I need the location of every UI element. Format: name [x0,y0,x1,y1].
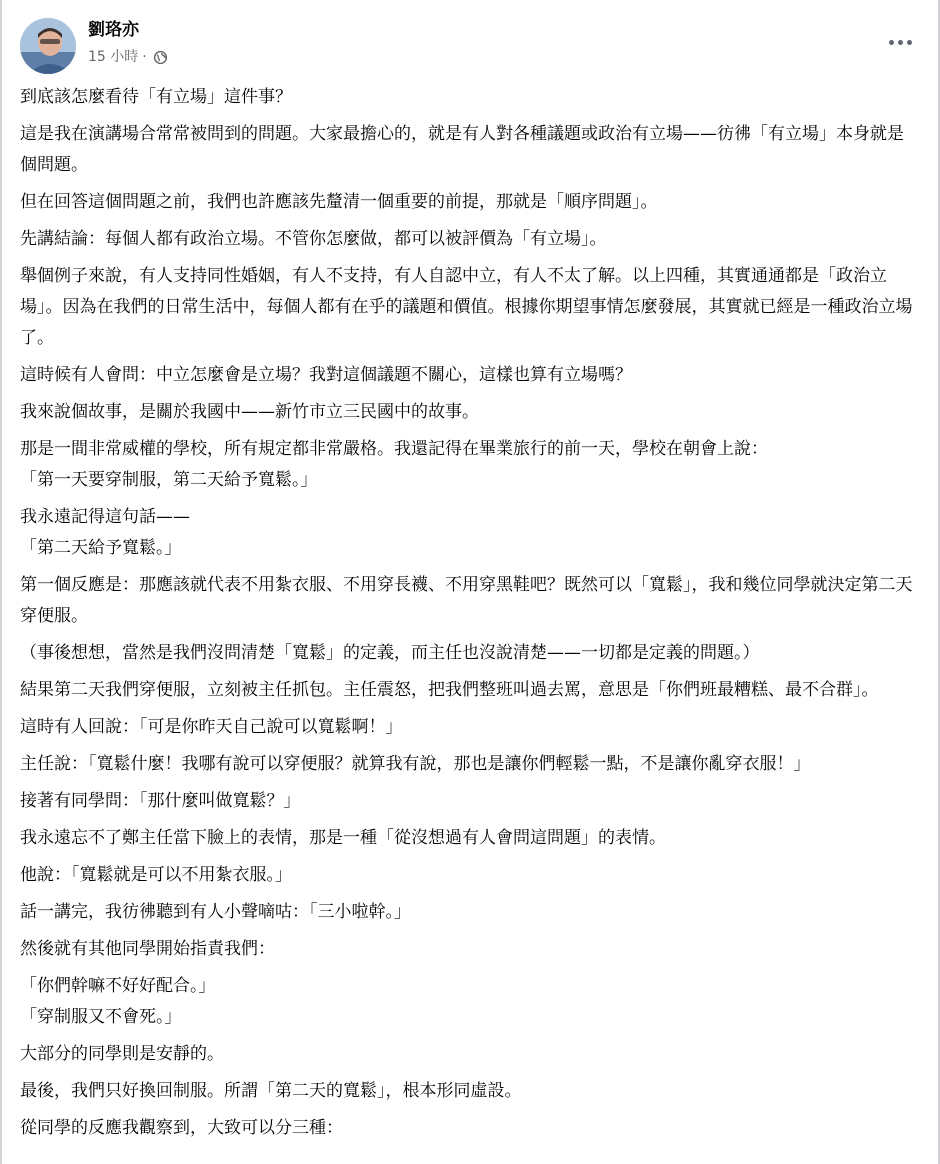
post-timestamp[interactable]: 15 小時 [88,49,139,65]
post-paragraph: 這時有人回說：「可是你昨天自己說可以寬鬆啊！」 [20,717,403,737]
post-paragraph: 「你們幹嘛不好好配合。」 「穿制服又不會死。」 [20,976,216,1027]
more-options-icon [907,40,912,45]
post-paragraph: 從同學的反應我觀察到，大致可以分三種： [20,1118,343,1138]
post-paragraph: 大部分的同學則是安靜的。 [20,1044,224,1064]
left-border [0,0,2,1164]
post-paragraph: 最後，我們只好換回制服。所謂「第二天的寬鬆」，根本形同虛設。 [20,1081,522,1101]
post-paragraph: 到底該怎麼看待「有立場」這件事？ [20,87,292,107]
globe-icon[interactable] [153,50,168,65]
post-body [20,82,920,1150]
more-options-icon [889,40,894,45]
more-options-button[interactable] [880,22,920,62]
post-paragraph: 結果第二天我們穿便服，立刻被主任抓包。主任震怒，把我們整班叫過去罵，意思是「你們班最糟糕、最不合群」。 [20,680,879,700]
post-paragraph: 我永遠忘不了鄭主任當下臉上的表情，那是一種「從沒想過有人會問這問題」的表情。 [20,828,666,848]
post-paragraph: 我來說個故事，是關於我國中——新竹市立三民國中的故事。 [20,402,479,422]
avatar-image [20,18,76,74]
post-paragraph: 這是我在演講場合常常被問到的問題。大家最擔心的，就是有人對各種議題或政治有立場——彷彿「有立場」本身就是個問題。 [20,124,904,175]
post-paragraph: 我永遠記得這句話—— 「第二天給予寬鬆。」 [20,507,190,558]
post-paragraph: 然後就有其他同學開始指責我們： [20,939,275,959]
post-header [20,18,920,74]
post-paragraph: （事後想想，當然是我們沒問清楚「寬鬆」的定義，而主任也沒說清楚——一切都是定義的問題。） [20,643,760,663]
post-paragraph: 第一個反應是：那應該就代表不用紮衣服、不用穿長襪、不用穿黑鞋吧？既然可以「寬鬆」，我和幾位同學就決定第二天穿便服。 [20,575,913,626]
post-paragraph: 那是一間非常威權的學校，所有規定都非常嚴格。我還記得在畢業旅行的前一天，學校在朝會上說： 「第一天要穿制服，第二天給予寬鬆。」 [20,439,768,490]
post-paragraph: 舉個例子來說，有人支持同性婚姻，有人不支持，有人自認中立，有人不太了解。以上四種，其實通通都是「政治立場」。因為在我們的日常生活中，每個人都有在乎的議題和價值。根據你期望事情怎麼發展，其實就已經是一種政治立場了。 [20,266,913,348]
post-paragraph: 主任說：「寬鬆什麼！我哪有說可以穿便服？就算我有說，那也是讓你們輕鬆一點，不是讓你亂穿衣服！」 [20,754,811,774]
more-options-icon [898,40,903,45]
avatar[interactable] [20,18,76,74]
post-paragraph: 這時候有人會問：中立怎麼會是立場？我對這個議題不關心，這樣也算有立場嗎？ [20,365,632,385]
post-paragraph: 接著有同學問：「那什麼叫做寬鬆？」 [20,791,301,811]
post-paragraph: 他說：「寬鬆就是可以不用紮衣服。」 [20,865,292,885]
post-paragraph: 話一講完，我彷彿聽到有人小聲嘀咕：「三小啦幹。」 [20,902,411,922]
post-meta [88,47,168,67]
post-paragraph: 先講結論：每個人都有政治立場。不管你怎麼做，都可以被評價為「有立場」。 [20,229,607,249]
post-paragraph: 但在回答這個問題之前，我們也許應該先釐清一個重要的前提，那就是「順序問題」。 [20,192,658,212]
meta-separator: · [142,49,147,65]
author-name[interactable]: 劉珞亦 [88,20,139,40]
